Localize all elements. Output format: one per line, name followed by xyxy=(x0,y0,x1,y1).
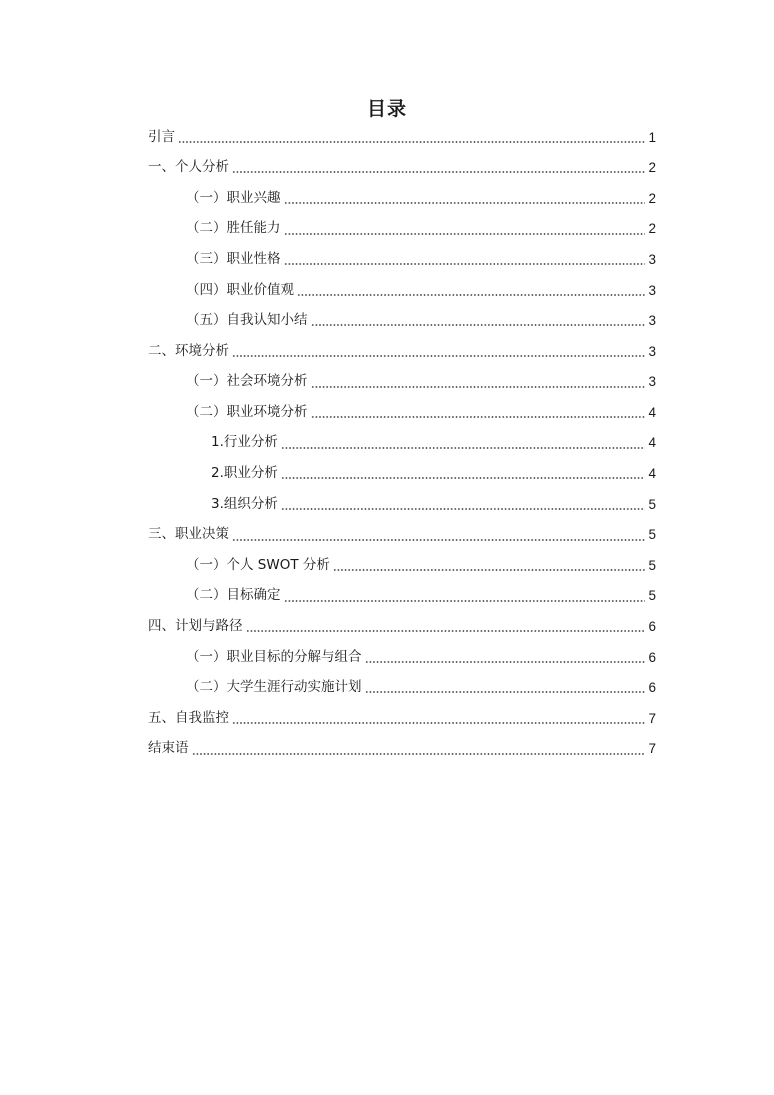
dot-leader xyxy=(281,447,645,449)
toc-entry-label: 结束语 xyxy=(148,740,189,757)
dot-leader xyxy=(284,600,646,602)
toc-entry-page: 6 xyxy=(648,680,656,696)
toc-entry-plan-and-path[interactable] xyxy=(148,612,656,643)
toc-entry-page: 2 xyxy=(648,221,656,237)
toc-entry-goal-setting[interactable] xyxy=(148,581,656,612)
toc-entry-conclusion[interactable] xyxy=(148,734,656,765)
toc-entry-page: 3 xyxy=(648,251,656,267)
dot-leader xyxy=(246,630,646,632)
toc-entry-personal-analysis[interactable] xyxy=(148,153,656,184)
toc-entry-page: 2 xyxy=(648,190,656,206)
toc-entry-label: （一）个人 SWOT 分析 xyxy=(186,556,330,573)
toc-entry-label: （一）职业目标的分解与组合 xyxy=(186,648,362,665)
toc-entry-page: 4 xyxy=(648,435,656,451)
toc-entry-occupation-analysis[interactable] xyxy=(148,459,656,490)
toc-entry-label: （二）目标确定 xyxy=(186,587,281,604)
toc-entry-career-environment[interactable] xyxy=(148,397,656,428)
toc-entry-label: （三）职业性格 xyxy=(186,250,281,267)
toc-entry-competence[interactable] xyxy=(148,214,656,245)
toc-entry-label: （五）自我认知小结 xyxy=(186,312,308,329)
toc-entry-page: 4 xyxy=(648,466,656,482)
dot-leader xyxy=(365,691,646,693)
toc-entry-page: 1 xyxy=(648,129,656,145)
toc-entry-goal-decomposition[interactable] xyxy=(148,642,656,673)
toc-entry-self-awareness-summary[interactable] xyxy=(148,306,656,337)
toc-entry-page: 5 xyxy=(648,527,656,543)
dot-leader xyxy=(232,722,645,724)
toc-entry-career-personality[interactable] xyxy=(148,244,656,275)
toc-entry-page: 3 xyxy=(648,374,656,390)
toc-entry-label: 一、个人分析 xyxy=(148,159,229,176)
toc-entry-page: 6 xyxy=(648,649,656,665)
toc-entry-label: 2.职业分析 xyxy=(211,465,278,482)
toc-entry-swot-analysis[interactable] xyxy=(148,550,656,581)
toc-entry-page: 5 xyxy=(648,588,656,604)
dot-leader xyxy=(281,477,645,479)
toc-entry-page: 2 xyxy=(648,160,656,176)
dot-leader xyxy=(297,294,645,296)
toc-title: 目录 xyxy=(366,98,407,120)
toc-entry-page: 5 xyxy=(648,557,656,573)
toc-entry-page: 5 xyxy=(648,496,656,512)
toc-entry-label: （四）职业价值观 xyxy=(186,281,294,298)
dot-leader xyxy=(311,324,646,326)
dot-leader xyxy=(284,202,646,204)
toc-entry-page: 7 xyxy=(648,710,656,726)
toc-entry-page: 3 xyxy=(648,313,656,329)
dot-leader xyxy=(232,171,645,173)
toc-entry-label: 1.行业分析 xyxy=(211,434,278,451)
toc-entry-label: 二、环境分析 xyxy=(148,342,229,359)
dot-leader xyxy=(284,233,646,235)
toc-entry-label: （一）职业兴趣 xyxy=(186,189,281,206)
table-of-contents xyxy=(148,122,656,764)
toc-entry-page: 6 xyxy=(648,619,656,635)
toc-entry-self-monitoring[interactable] xyxy=(148,703,656,734)
dot-leader xyxy=(311,386,646,388)
toc-entry-label: （二）职业环境分析 xyxy=(186,403,308,420)
dot-leader xyxy=(281,508,645,510)
toc-entry-label: 引言 xyxy=(148,128,175,145)
toc-entry-label: 四、计划与路径 xyxy=(148,618,243,635)
dot-leader xyxy=(311,416,646,418)
dot-leader xyxy=(365,661,646,663)
toc-entry-industry-analysis[interactable] xyxy=(148,428,656,459)
dot-leader xyxy=(192,753,646,755)
toc-entry-label: （二）大学生涯行动实施计划 xyxy=(186,679,362,696)
toc-entry-career-values[interactable] xyxy=(148,275,656,306)
toc-entry-label: 三、职业决策 xyxy=(148,526,229,543)
toc-entry-action-plan[interactable] xyxy=(148,673,656,704)
dot-leader xyxy=(232,539,645,541)
toc-entry-label: 五、自我监控 xyxy=(148,709,229,726)
toc-entry-organization-analysis[interactable] xyxy=(148,489,656,520)
dot-leader xyxy=(178,141,645,143)
toc-entry-page: 7 xyxy=(648,741,656,757)
toc-entry-page: 4 xyxy=(648,404,656,420)
toc-entry-label: （一）社会环境分析 xyxy=(186,373,308,390)
toc-entry-page: 3 xyxy=(648,282,656,298)
toc-entry-label: （二）胜任能力 xyxy=(186,220,281,237)
toc-entry-introduction[interactable] xyxy=(148,122,656,153)
dot-leader xyxy=(284,263,646,265)
toc-entry-page: 3 xyxy=(648,343,656,359)
toc-entry-career-decision[interactable] xyxy=(148,520,656,551)
dot-leader xyxy=(333,569,645,571)
toc-entry-label: 3.组织分析 xyxy=(211,495,278,512)
toc-entry-social-environment[interactable] xyxy=(148,367,656,398)
toc-entry-career-interest[interactable] xyxy=(148,183,656,214)
toc-entry-environment-analysis[interactable] xyxy=(148,336,656,367)
dot-leader xyxy=(232,355,645,357)
